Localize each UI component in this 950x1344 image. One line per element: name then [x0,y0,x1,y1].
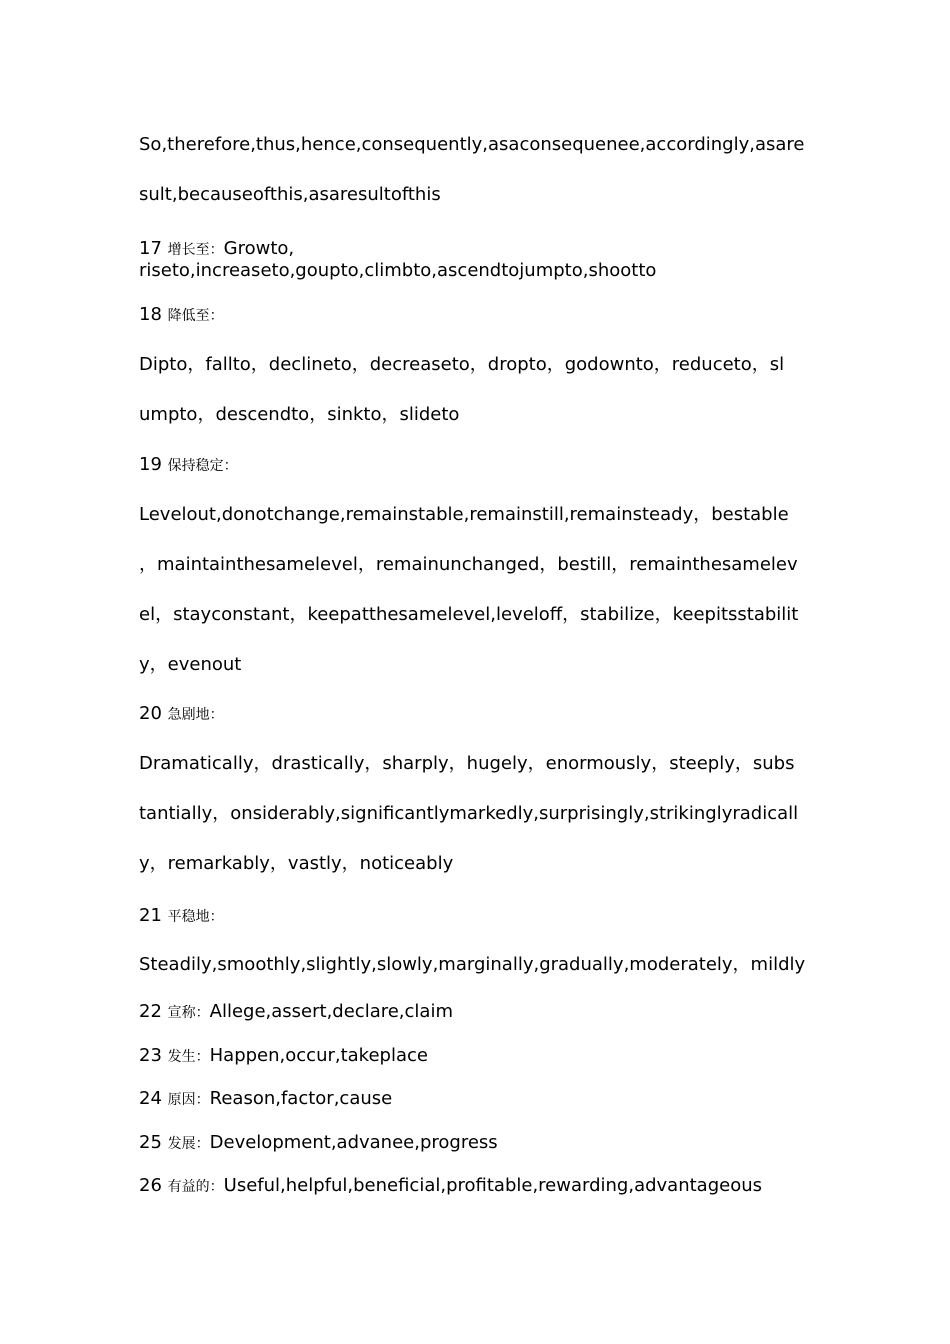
item-number: 20 [139,703,162,724]
text-line: Dipto，fallto，declineto，decreaseto，dropto，godownto，reduceto，sl [139,354,785,375]
item-english-text: Useful,helpful,beneficial,profitable,rewarding,advantageous [223,1175,763,1196]
item-19-heading [139,454,839,477]
item-22 [139,1001,839,1024]
text-line: riseto,increaseto,goupto,climbto,ascendtojumpto,shootto [139,260,657,281]
item-number: 25 [139,1132,162,1153]
text-line: y，remarkably，vastly，noticeably [139,853,454,874]
item-chinese-label: 急剧地： [167,707,224,723]
item-number: 18 [139,304,162,325]
text-line: sult,becauseofthis,asaresultofthis [139,184,441,205]
item-chinese-label: 发生： [167,1049,210,1065]
text-line: tantially，onsiderably,significantlymarkedly,surprisingly,strikinglyradicall [139,803,799,824]
text-line: Levelout,donotchange,remainstable,remainstill,remainsteady，bestable [139,504,789,525]
text-line: el，stayconstant，keepatthesamelevel,leveloff，stabilize，keepitsstabilit [139,604,799,625]
item-chinese-label: 原因： [167,1092,210,1108]
item-23 [139,1045,839,1068]
item-chinese-label: 保持稳定： [167,458,238,474]
item-number: 17 [139,238,162,259]
item-number: 21 [139,905,162,926]
item-chinese-label: 发展： [167,1136,210,1152]
item-chinese-label: 平稳地： [167,909,224,925]
item-english-text: Reason,factor,cause [209,1088,393,1109]
item-number: 19 [139,454,162,475]
text-line: ，maintainthesamelevel，remainunchanged，bestill，remainthesamelev [139,554,798,575]
item-chinese-label: 有益的： [167,1179,224,1195]
item-21-heading [139,905,839,928]
item-26 [139,1175,839,1198]
item-chinese-label: 增长至： [167,242,224,258]
text-line: So,therefore,thus,hence,consequently,asaconsequenee,accordingly,asare [139,134,805,155]
item-25 [139,1132,839,1155]
item-number: 24 [139,1088,162,1109]
text-line: Dramatically，drastically，sharply，hugely，enormously，steeply，subs [139,753,795,774]
text-line: y，evenout [139,654,242,675]
item-chinese-label: 降低至： [167,308,224,324]
item-18-heading [139,304,839,327]
item-number: 26 [139,1175,162,1196]
item-17-heading [139,238,839,261]
item-english-text: Allege,assert,declare,claim [209,1001,453,1022]
item-20-heading [139,703,839,726]
item-number: 22 [139,1001,162,1022]
text-line: Steadily,smoothly,slightly,slowly,marginally,gradually,moderately，mildly [139,954,806,975]
text-line: umpto，descendto，sinkto，slideto [139,404,460,425]
item-english-text: Development,advanee,progress [209,1132,498,1153]
item-chinese-label: 宣称： [167,1005,210,1021]
item-number: 23 [139,1045,162,1066]
item-english-text: Growto, [223,238,295,259]
item-24 [139,1088,839,1111]
item-english-text: Happen,occur,takeplace [209,1045,428,1066]
